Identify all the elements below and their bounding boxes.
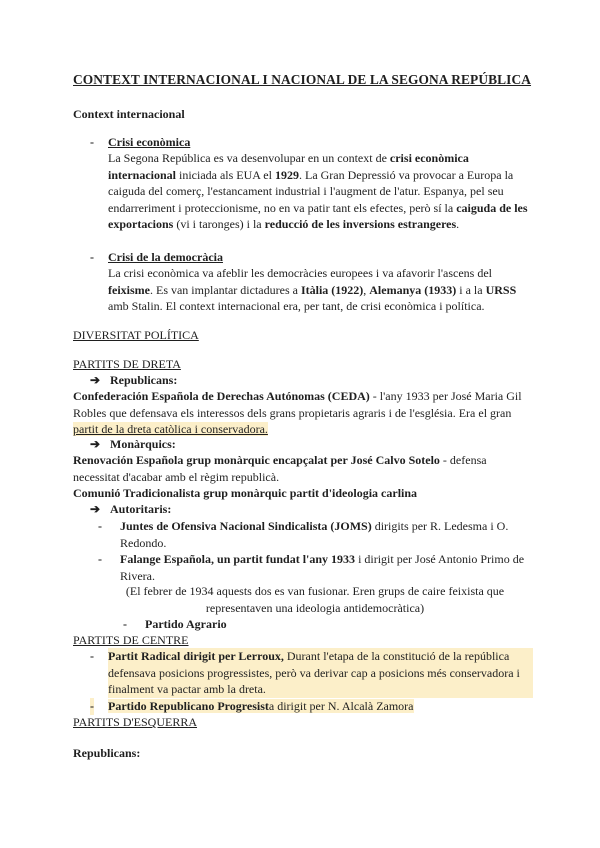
page-title: CONTEXT INTERNACIONAL I NACIONAL DE LA SEGONA REPÚBLICA — [73, 72, 532, 87]
radical-item: - Partit Radical dirigit per Lerroux, Durant l'etapa de la constitució de la república defensava posicions progressistes, però va derivar cap a posicions més conservadora i finalment va pactar amb la dreta. — [108, 648, 533, 698]
jons-item: - Juntes de Ofensiva Nacional Sindicalista (JOMS) dirigits per R. Ledesma i O. Redondo. — [98, 519, 509, 550]
bullet-dash: - — [90, 135, 94, 149]
authoritarian-item: ➔ Autoritaris: — [90, 502, 172, 516]
arrow-icon: ➔ — [90, 502, 101, 516]
center-parties-heading: PARTITS DE CENTRE — [73, 633, 189, 647]
monarchists-item: ➔ Monàrquics: — [90, 437, 176, 451]
left-republicans-label: Republicans: — [73, 746, 141, 760]
renovacion-paragraph: Renovación Española grup monàrquic encapçalat per José Calvo Sotelo - defensa necessitat d'acabar amb el règim republicà. — [73, 453, 487, 484]
left-parties-heading: PARTITS D'ESQUERRA — [73, 715, 198, 729]
comunio-paragraph: Comunió Tradicionalista grup monàrquic partit d'ideologia carlina — [73, 486, 418, 500]
right-parties-heading: PARTITS DE DRETA — [73, 357, 181, 371]
section-democracy-label: Crisi de la democràcia — [108, 250, 223, 264]
prp-item: - Partido Republicano Progresista dirigit per N. Alcalà Zamora — [90, 699, 414, 713]
bullet-dash: - — [90, 250, 94, 264]
ceda-paragraph: Confederación Española de Derechas Autónomas (CEDA) - l'any 1933 per José Maria Gil Robles que defensava els interessos dels grans propietaris agraris i de l'església. Era el gran partit de la dreta catòlica i conservadora. — [73, 389, 522, 436]
arrow-icon: ➔ — [90, 437, 101, 451]
highlighted-text: partit de la dreta catòlica i conservadora. — [73, 422, 268, 436]
democracy-paragraph: La crisi econòmica va afeblir les democràcies europees i va afavorir l'ascens del feixisme. Es van implantar dictadures a Itàlia (1922), Alemanya (1933) i a la URSS amb Stalin. El context internacional era, per tant, de crisi econòmica i política. — [108, 266, 517, 313]
arrow-icon: ➔ — [90, 373, 101, 387]
falange-item: - Falange Española, un partit fundat l'any 1933 i dirigit per José Antonio Primo de Rivera. — [98, 552, 525, 583]
section-crisis-label: Crisi econòmica — [108, 135, 191, 149]
diversity-heading: DIVERSITAT POLÍTICA — [73, 328, 199, 342]
merge-note: (El febrer de 1934 aquests dos es van fusionar. Eren grups de caire feixista que representaven una ideologia antidemocràtica) — [125, 584, 505, 615]
crisis-paragraph: La Segona República es va desenvolupar en un context de crisi econòmica internacional iniciada als EUA el 1929. La Gran Depressió va provocar a Europa la caiguda del comerç, l'estancament industrial i l'augment de l'atur. Espanya, pel seu endarreriment i proteccionisme, no en va patir tant els efectes, però sí la caiguda de les exportacions (vi i taronges) i la reducció de les inversions estrangeres. — [108, 151, 528, 231]
right-republicans-item: ➔ Republicans: — [90, 373, 178, 387]
context-heading: Context internacional — [73, 107, 185, 121]
agrarian-item: - Partido Agrario — [123, 617, 227, 631]
